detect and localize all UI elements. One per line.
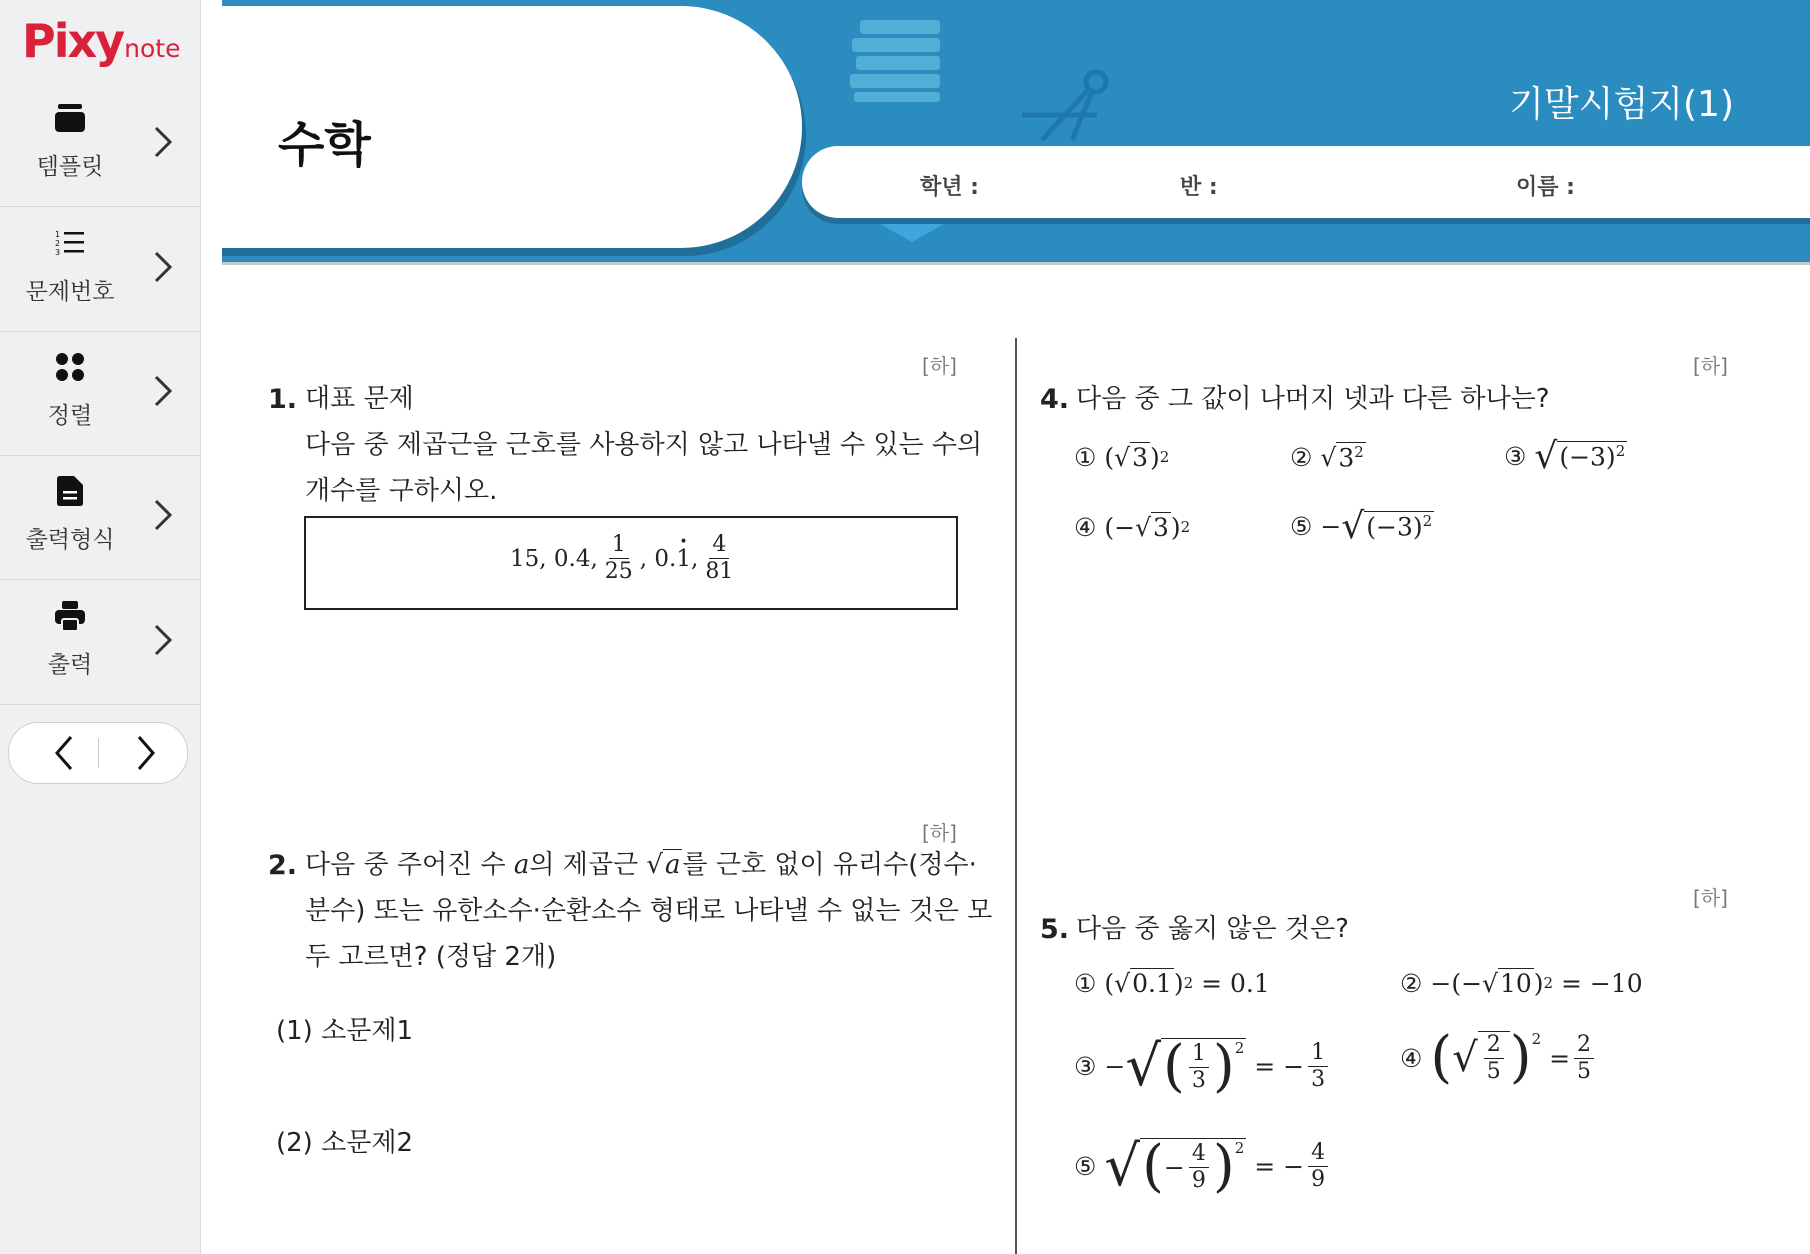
template-icon xyxy=(54,102,86,134)
question-number: 4. xyxy=(1040,384,1070,415)
page-navigator xyxy=(8,722,188,784)
svg-text:1: 1 xyxy=(55,230,61,239)
question-number: 1. xyxy=(268,384,298,415)
question-text: 다음 중 주어진 수 a의 제곱근 √a를 근호 없이 유리수(정수· xyxy=(305,850,977,880)
subject-title: 수학 xyxy=(278,117,371,173)
chevron-right-icon xyxy=(150,371,174,411)
grid-icon xyxy=(54,351,86,383)
difficulty-badge: [하] xyxy=(922,354,957,378)
subject-panel xyxy=(222,6,802,248)
name-label: 이름 : xyxy=(1516,175,1575,200)
header-divider xyxy=(222,262,1810,265)
next-page-button[interactable] xyxy=(125,733,165,773)
grade-label: 학년 : xyxy=(920,175,979,200)
sidebar-item-label: 출력형식 xyxy=(25,527,115,553)
question-number: 5. xyxy=(1040,914,1070,945)
sidebar-item-output-format[interactable] xyxy=(0,455,200,580)
compass-icon xyxy=(1022,72,1106,140)
exam-header xyxy=(222,0,1810,262)
sidebar-item-label: 정렬 xyxy=(47,403,93,429)
numbered-list-icon xyxy=(54,227,86,259)
difficulty-badge: [하] xyxy=(1693,354,1728,378)
question-text: 개수를 구하시오. xyxy=(305,476,498,506)
exam-title: 기말시험지(1) xyxy=(1509,84,1734,125)
option-1[interactable]: ① (√ 0.1 ) 2 = 0.1 xyxy=(1074,968,1270,998)
question-text: 다음 중 옳지 않은 것은? xyxy=(1076,914,1349,944)
given-numbers: 15, 0.4, $\frac{1}{25}$ , 0. 1 • , $\frac{4}{81}$ xyxy=(510,532,734,584)
sidebar-item-label: 문제번호 xyxy=(25,279,115,305)
class-label: 반 : xyxy=(1180,175,1218,200)
question-text: 다음 중 그 값이 나머지 넷과 다른 하나는? xyxy=(1076,384,1550,414)
question-text: 분수) 또는 유한소수·순환소수 형태로 나타낼 수 없는 것은 모 xyxy=(305,896,993,926)
chevron-right-icon xyxy=(150,620,174,660)
divider xyxy=(98,738,99,768)
sidebar-item-sort[interactable] xyxy=(0,331,200,456)
sidebar-item-question-number[interactable] xyxy=(0,207,200,332)
option-4[interactable]: ④ (−√ 3 ) 2 xyxy=(1074,512,1191,542)
logo-main: Pixy xyxy=(22,14,124,68)
chevron-right-icon xyxy=(150,495,174,535)
option-2[interactable]: ② √ $3^2$ xyxy=(1290,442,1364,473)
option-2[interactable]: ② −(−√ 10 ) 2 = −10 xyxy=(1400,968,1643,998)
svg-text:3: 3 xyxy=(55,248,61,257)
given-numbers-box xyxy=(304,516,958,610)
question-title: 대표 문제 xyxy=(305,384,414,414)
chevron-right-icon xyxy=(150,247,174,287)
option-5[interactable]: ⑤ √ ( − $\frac{4}{9}$ ) 2 = − $\frac{4}{9}$ xyxy=(1074,1138,1332,1195)
chevron-right-icon xyxy=(150,122,174,162)
column-divider xyxy=(1015,338,1017,1254)
sub-question: (1) 소문제1 xyxy=(276,1016,413,1046)
difficulty-badge: [하] xyxy=(922,821,957,845)
question-text: 다음 중 제곱근을 근호를 사용하지 않고 나타낼 수 있는 수의 xyxy=(305,430,983,460)
sidebar-item-print[interactable] xyxy=(0,580,200,705)
option-5[interactable]: ⑤ − √ $(-3)^2$ xyxy=(1290,506,1433,547)
option-4[interactable]: ④ ( √ $\frac{2}{5}$ ) 2 = $\frac{2}{5}$ xyxy=(1400,1030,1598,1086)
option-3[interactable]: ③ √ $(-3)^2$ xyxy=(1504,436,1626,477)
sidebar-item-template[interactable] xyxy=(0,82,200,207)
question-text: 두 고르면? (정답 2개) xyxy=(305,942,557,972)
difficulty-badge: [하] xyxy=(1693,886,1728,910)
option-1[interactable]: ① (√ 3 ) 2 xyxy=(1074,442,1170,472)
previous-page-button[interactable] xyxy=(45,733,85,773)
student-info-bar xyxy=(802,146,1810,218)
svg-text:2: 2 xyxy=(55,239,61,248)
printer-icon xyxy=(54,600,86,632)
sub-question: (2) 소문제2 xyxy=(276,1128,413,1158)
sidebar xyxy=(0,0,201,1254)
pixynote-logo[interactable] xyxy=(22,14,180,68)
sidebar-item-label: 출력 xyxy=(47,652,93,678)
option-3[interactable]: ③ − √ ( $\frac{1}{3}$ ) 2 = − $\frac{1}{3}$ xyxy=(1074,1038,1332,1095)
document-icon xyxy=(54,475,86,507)
sidebar-item-label: 템플릿 xyxy=(36,154,104,180)
books-icon xyxy=(850,20,940,102)
question-number: 2. xyxy=(268,850,298,881)
logo-sub: note xyxy=(124,34,181,63)
